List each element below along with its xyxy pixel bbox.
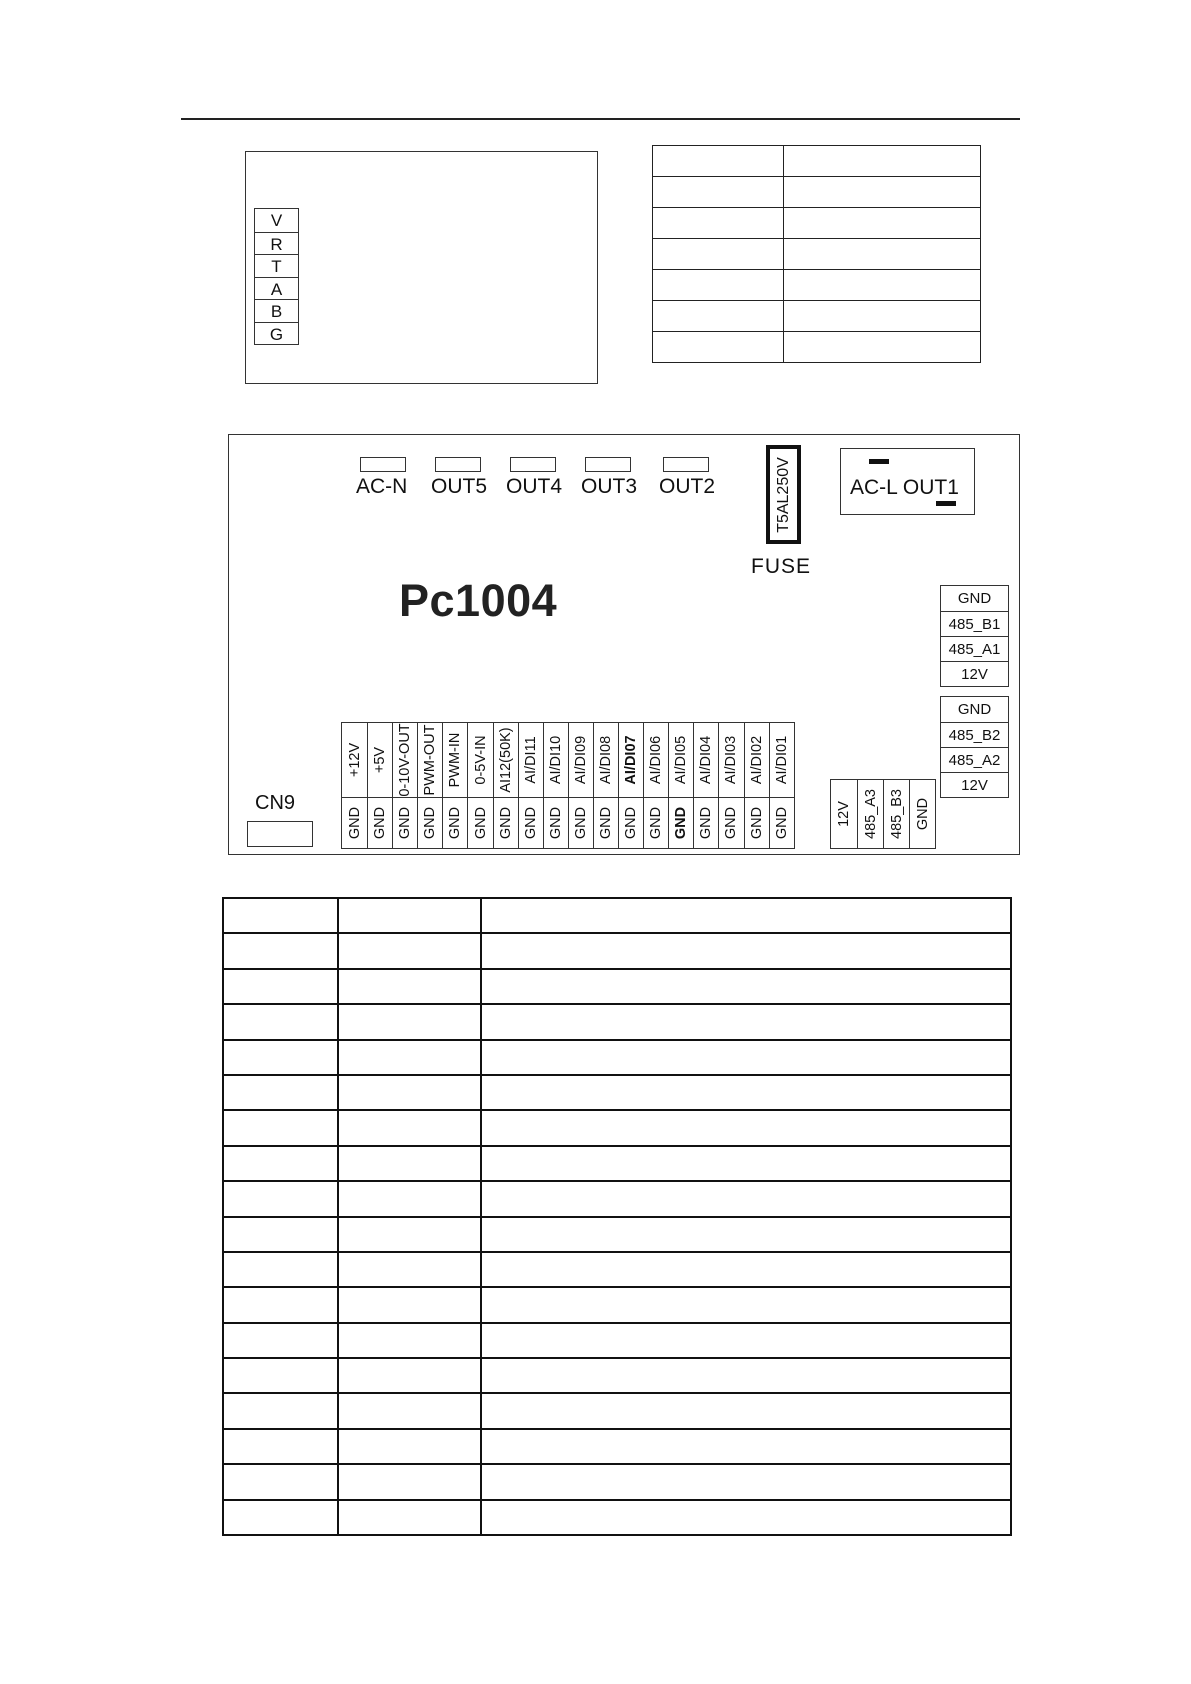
io-ground-cell	[694, 798, 718, 848]
table-cell	[481, 1323, 1011, 1358]
io-ground-label: GND	[623, 806, 640, 840]
table-cell	[338, 1004, 481, 1039]
io-pin-label: 0-10V-OUT	[397, 723, 414, 797]
table-cell	[223, 1323, 338, 1358]
bottom-485-port	[830, 779, 936, 849]
io-pin-cell	[544, 723, 568, 798]
fuse-rating: T5AL250V	[774, 456, 792, 533]
io-pin-column	[744, 723, 769, 848]
connector-pin: G	[255, 322, 298, 345]
io-pin-cell	[719, 723, 743, 798]
port-pin-label: 485_A2	[941, 747, 1008, 772]
table-cell	[338, 1429, 481, 1464]
table-cell	[338, 898, 481, 933]
table-cell	[653, 239, 784, 270]
io-pin-cell	[368, 723, 392, 798]
io-pin-cell	[468, 723, 492, 798]
table-cell	[784, 146, 981, 177]
io-ground-label: GND	[422, 806, 439, 840]
io-pin-column	[643, 723, 668, 848]
io-ground-label: GND	[597, 806, 614, 840]
io-pin-column	[342, 723, 367, 848]
terminal-label: OUT3	[581, 475, 638, 498]
io-ground-label: GND	[698, 806, 715, 840]
table-cell	[338, 1040, 481, 1075]
io-ground-cell	[519, 798, 543, 848]
port-pin-label: 12V	[941, 772, 1008, 797]
table-cell	[223, 969, 338, 1004]
io-pin-cell	[494, 723, 518, 798]
table-row	[223, 1075, 1011, 1110]
io-pin-label: +12V	[346, 742, 363, 778]
table-cell	[481, 1004, 1011, 1039]
io-ground-label: GND	[748, 806, 765, 840]
io-ground-cell	[494, 798, 518, 848]
io-ground-label: GND	[547, 806, 564, 840]
table-cell	[653, 332, 784, 363]
rs485-port-1	[940, 585, 1009, 687]
port-pin-cell	[831, 780, 857, 848]
table-row	[223, 1217, 1011, 1252]
io-ground-label: GND	[472, 806, 489, 840]
io-pin-column	[493, 723, 518, 848]
table-cell	[223, 1040, 338, 1075]
table-cell	[653, 146, 784, 177]
io-ground-cell	[669, 798, 693, 848]
terminal-label: OUT5	[431, 475, 488, 498]
connector-pin-strip	[254, 208, 299, 345]
table-cell	[653, 270, 784, 301]
io-ground-label: GND	[522, 806, 539, 840]
port-pin-label: 12V	[941, 661, 1008, 686]
table-row	[223, 1110, 1011, 1145]
io-ground-cell	[368, 798, 392, 848]
table-cell	[338, 1393, 481, 1428]
table-cell	[223, 1110, 338, 1145]
table-row	[223, 1287, 1011, 1322]
io-pin-column	[593, 723, 618, 848]
table-row	[223, 1358, 1011, 1393]
io-ground-label: GND	[773, 806, 790, 840]
table-cell	[481, 1181, 1011, 1216]
table-cell	[481, 1146, 1011, 1181]
table-row	[223, 1429, 1011, 1464]
table-cell	[784, 239, 981, 270]
table-row	[223, 1500, 1011, 1535]
io-pin-cell	[443, 723, 467, 798]
table-cell	[223, 1004, 338, 1039]
io-ground-cell	[594, 798, 618, 848]
io-ground-label: GND	[572, 806, 589, 840]
io-pin-column	[467, 723, 492, 848]
table-row	[653, 146, 981, 177]
table-cell	[338, 1287, 481, 1322]
io-pin-label: PWM-IN	[447, 732, 464, 788]
table-cell	[481, 1500, 1011, 1535]
table-cell	[338, 1217, 481, 1252]
table-row	[223, 1146, 1011, 1181]
table-cell	[223, 1500, 338, 1535]
io-ground-label: GND	[447, 806, 464, 840]
terminal-block	[435, 457, 481, 472]
io-ground-cell	[719, 798, 743, 848]
io-pin-column	[769, 723, 794, 848]
io-ground-label: GND	[673, 806, 690, 840]
connector-pin: V	[270, 211, 283, 230]
table-row	[223, 898, 1011, 933]
io-pin-label: PWM-OUT	[422, 724, 439, 796]
table-cell	[223, 1287, 338, 1322]
table-row	[653, 208, 981, 239]
io-ground-label: GND	[397, 806, 414, 840]
table-cell	[223, 1429, 338, 1464]
io-pin-column	[718, 723, 743, 848]
table-cell	[223, 1464, 338, 1499]
port-pin-label: 485_A1	[941, 636, 1008, 661]
io-ground-label: GND	[723, 806, 740, 840]
io-pin-column	[668, 723, 693, 848]
io-pin-cell	[619, 723, 643, 798]
controller-board	[228, 434, 1020, 855]
port-pin-label: 485_A3	[862, 789, 879, 839]
port-pin-column	[883, 780, 909, 848]
terminal-block	[510, 457, 556, 472]
io-pin-column	[367, 723, 392, 848]
io-ground-cell	[393, 798, 417, 848]
table-cell	[223, 1146, 338, 1181]
table-cell	[223, 1217, 338, 1252]
table-cell	[338, 933, 481, 968]
connector-diagram	[245, 151, 598, 384]
io-pin-cell	[569, 723, 593, 798]
table-cell	[784, 177, 981, 208]
io-pin-label: +5V	[372, 746, 389, 774]
io-pin-cell	[745, 723, 769, 798]
io-pin-cell	[418, 723, 442, 798]
table-cell	[481, 1040, 1011, 1075]
io-header	[341, 722, 795, 849]
io-pin-label: AI/DI06	[648, 735, 665, 785]
io-pin-label: AI/DI04	[698, 735, 715, 785]
large-blank-table	[222, 897, 1012, 1536]
port-pin-label: 485_B3	[888, 789, 905, 839]
io-pin-column	[693, 723, 718, 848]
table-cell	[481, 1464, 1011, 1499]
connector-pin: B	[255, 299, 298, 322]
io-ground-cell	[544, 798, 568, 848]
io-ground-cell	[770, 798, 794, 848]
io-pin-label: AI/DI07	[623, 735, 640, 785]
io-ground-cell	[569, 798, 593, 848]
table-cell	[653, 301, 784, 332]
io-pin-cell	[594, 723, 618, 798]
table-row	[223, 1252, 1011, 1287]
table-row	[653, 177, 981, 208]
io-pin-label: AI12(50K)	[497, 727, 514, 793]
port-pin-label: GND	[914, 797, 931, 831]
small-blank-table	[652, 145, 981, 363]
io-pin-column	[618, 723, 643, 848]
io-pin-label: AI/DI09	[572, 735, 589, 785]
table-cell	[223, 1075, 338, 1110]
io-pin-label: AI/DI05	[673, 735, 690, 785]
table-cell	[223, 898, 338, 933]
relay-out1	[840, 448, 975, 515]
terminal-block	[663, 457, 709, 472]
table-cell	[481, 1252, 1011, 1287]
port-pin-label: 12V	[836, 801, 852, 827]
table-cell	[338, 1110, 481, 1145]
port-pin-column	[909, 780, 935, 848]
terminal-label: OUT2	[659, 475, 716, 498]
io-pin-label: 0-5V-IN	[472, 735, 489, 785]
terminal-label: AC-N	[356, 475, 408, 498]
io-pin-cell	[393, 723, 417, 798]
table-row	[653, 239, 981, 270]
io-pin-column	[518, 723, 543, 848]
io-pin-cell	[669, 723, 693, 798]
table-cell	[338, 1146, 481, 1181]
table-cell	[481, 1075, 1011, 1110]
io-pin-label: AI/DI08	[597, 735, 614, 785]
table-row	[653, 270, 981, 301]
table-row	[223, 1181, 1011, 1216]
cn9-connector	[247, 821, 313, 847]
table-cell	[481, 969, 1011, 1004]
io-pin-cell	[694, 723, 718, 798]
io-pin-cell	[770, 723, 794, 798]
port-pin-column	[831, 780, 857, 848]
table-cell	[338, 1181, 481, 1216]
table-cell	[653, 208, 784, 239]
table-cell	[223, 1181, 338, 1216]
terminal-block	[585, 457, 631, 472]
io-pin-column	[568, 723, 593, 848]
relay-contact-mark	[869, 459, 889, 464]
table-cell	[338, 1323, 481, 1358]
table-cell	[223, 933, 338, 968]
table-cell	[481, 1217, 1011, 1252]
table-row	[223, 1464, 1011, 1499]
table-cell	[338, 1464, 481, 1499]
table-cell	[481, 1110, 1011, 1145]
connector-pin: A	[255, 277, 298, 300]
table-cell	[784, 208, 981, 239]
table-row	[223, 1393, 1011, 1428]
board-model: Pc1004	[399, 575, 558, 626]
io-ground-cell	[418, 798, 442, 848]
port-pin-column	[857, 780, 883, 848]
io-pin-label: AI/DI01	[773, 735, 790, 785]
io-ground-cell	[443, 798, 467, 848]
table-cell	[338, 969, 481, 1004]
table-cell	[223, 1252, 338, 1287]
fuse	[766, 445, 801, 544]
io-pin-label: AI/DI10	[547, 735, 564, 785]
io-ground-cell	[468, 798, 492, 848]
port-pin-cell	[884, 780, 909, 848]
io-ground-cell	[619, 798, 643, 848]
cn9-label: CN9	[255, 792, 296, 814]
io-ground-cell	[745, 798, 769, 848]
table-cell	[338, 1252, 481, 1287]
table-cell	[223, 1393, 338, 1428]
port-pin-cell	[858, 780, 883, 848]
rs485-port-2	[940, 696, 1009, 798]
connector-pin: R	[255, 232, 298, 255]
table-row	[223, 933, 1011, 968]
table-cell	[338, 1358, 481, 1393]
io-ground-label: GND	[648, 806, 665, 840]
table-row	[653, 301, 981, 332]
io-ground-cell	[342, 798, 367, 848]
io-ground-label: GND	[346, 806, 363, 840]
io-pin-column	[442, 723, 467, 848]
connector-pin: T	[255, 254, 298, 277]
port-pin-label: GND	[957, 590, 992, 607]
io-ground-cell	[644, 798, 668, 848]
io-pin-column	[392, 723, 417, 848]
table-cell	[481, 933, 1011, 968]
io-pin-label: AI/DI11	[522, 736, 539, 784]
table-cell	[784, 270, 981, 301]
port-pin-label: 485_B1	[941, 611, 1008, 636]
terminal-label: OUT4	[506, 475, 563, 498]
table-row	[223, 1004, 1011, 1039]
port-pin-cell	[910, 780, 935, 848]
table-cell	[338, 1500, 481, 1535]
table-row	[223, 1323, 1011, 1358]
table-cell	[481, 1429, 1011, 1464]
table-cell	[481, 1358, 1011, 1393]
relay-label: AC-L OUT1	[850, 476, 959, 499]
io-pin-label: AI/DI02	[748, 735, 765, 785]
port-pin-label: GND	[957, 701, 992, 718]
table-cell	[784, 332, 981, 363]
io-ground-label: GND	[372, 806, 389, 840]
table-row	[223, 969, 1011, 1004]
io-pin-column	[417, 723, 442, 848]
table-cell	[784, 301, 981, 332]
table-cell	[223, 1358, 338, 1393]
table-cell	[481, 1287, 1011, 1322]
io-pin-label: AI/DI03	[723, 735, 740, 785]
relay-contact-mark	[936, 501, 956, 506]
io-pin-cell	[644, 723, 668, 798]
table-row	[653, 332, 981, 363]
fuse-label: FUSE	[751, 555, 812, 578]
table-cell	[338, 1075, 481, 1110]
terminal-block	[360, 457, 406, 472]
header-rule	[181, 118, 1020, 120]
io-ground-label: GND	[497, 806, 514, 840]
table-cell	[481, 898, 1011, 933]
io-pin-cell	[519, 723, 543, 798]
port-pin-label: 485_B2	[941, 722, 1008, 747]
table-cell	[481, 1393, 1011, 1428]
io-pin-cell	[342, 723, 367, 798]
io-pin-column	[543, 723, 568, 848]
table-cell	[653, 177, 784, 208]
table-row	[223, 1040, 1011, 1075]
